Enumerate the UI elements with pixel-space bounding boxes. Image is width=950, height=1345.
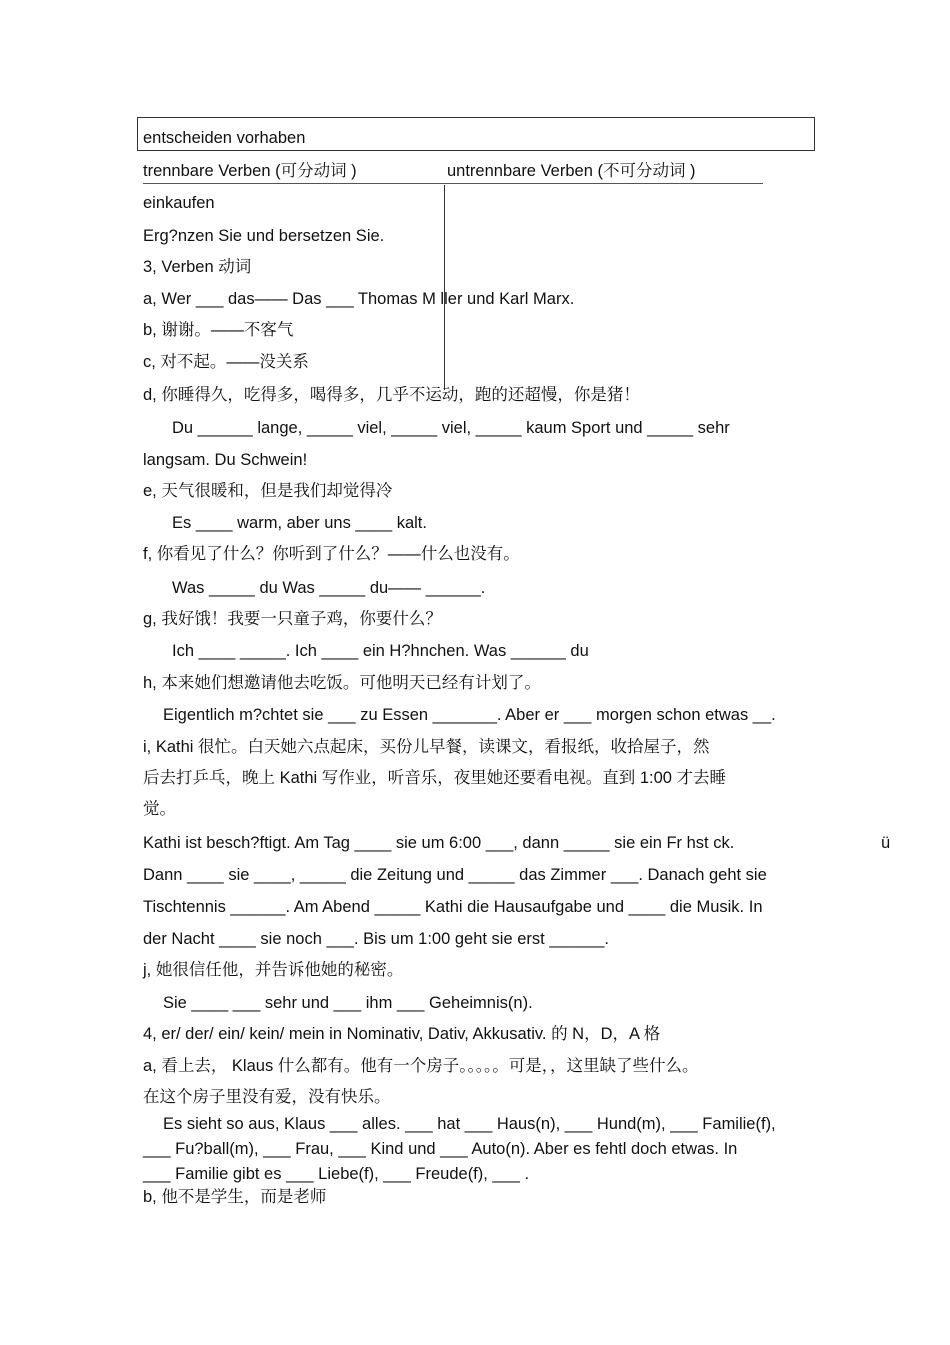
exercise-g-prompt: g, 我好饿！我要一只童子鸡，你要什么？ xyxy=(143,610,442,628)
exercise-i-answer-2: Dann ____ sie ____, _____ die Zeitung und _____ das Zimmer ___. Danach geht sie xyxy=(143,866,767,884)
exercise-instruction: Erg?nzen Sie und bersetzen Sie. xyxy=(143,227,385,245)
exercise-e-prompt: e, 天气很暖和，但是我们却觉得冷 xyxy=(143,482,393,500)
exercise-i-prompt-end: 觉。 xyxy=(143,800,176,818)
exercise-a: a, Wer ___ das—— Das ___ Thomas M ller und Karl Marx. xyxy=(143,290,575,308)
exercise-4a-prompt-cont: 在这个房子里没有爱，没有快乐。 xyxy=(143,1088,391,1106)
exercise-e-answer: Es ____ warm, aber uns ____ kalt. xyxy=(172,514,427,532)
section-heading-verbs: 3, Verben 动词 xyxy=(143,258,252,276)
table-row-einkaufen: einkaufen xyxy=(143,194,215,212)
exercise-j-prompt: j, 她很信任他，并告诉他她的秘密。 xyxy=(143,961,404,979)
exercise-i-prompt: i, Kathi 很忙。白天她六点起床，买份儿早餐，读课文，看报纸，收拾屋子，然 xyxy=(143,738,710,756)
exercise-4a-answer-3: ___ Familie gibt es ___ Liebe(f), ___ Freude(f), ___ . xyxy=(143,1165,530,1183)
exercise-4b-prompt: b, 他不是学生，而是老师 xyxy=(143,1188,327,1206)
table-col-inseparable: untrennbare Verben (不可分动词 ) xyxy=(447,162,696,180)
table-column-divider xyxy=(444,185,445,390)
exercise-d-answer: Du ______ lange, _____ viel, _____ viel, _____ kaum Sport und _____ sehr xyxy=(172,419,730,437)
exercise-c: c, 对不起。——没关系 xyxy=(143,353,309,371)
exercise-b: b, 谢谢。——不客气 xyxy=(143,321,294,339)
section-heading-articles: 4, er/ der/ ein/ kein/ mein in Nominativ, Dativ, Akkusativ. 的 N，D，A 格 xyxy=(143,1025,661,1043)
exercise-h-answer: Eigentlich m?chtet sie ___ zu Essen _______. Aber er ___ morgen schon etwas __. xyxy=(163,706,776,724)
exercise-i-prompt-cont: 后去打乒乓，晚上 Kathi 写作业，听音乐，夜里她还要看电视。直到 1:00 才去睡 xyxy=(143,769,727,787)
table-row-verbs: entscheiden vorhaben xyxy=(143,129,306,147)
stray-umlaut: ü xyxy=(881,834,891,852)
exercise-4a-answer-2: ___ Fu?ball(m), ___ Frau, ___ Kind und ___ Auto(n). Aber es fehtl doch etwas. In xyxy=(143,1140,738,1158)
exercise-g-answer: Ich ____ _____. Ich ____ ein H?hnchen. Was ______ du xyxy=(172,642,589,660)
exercise-f-answer: Was _____ du Was _____ du—— ______. xyxy=(172,579,486,597)
exercise-i-answer-4: der Nacht ____ sie noch ___. Bis um 1:00 geht sie erst ______. xyxy=(143,930,609,948)
exercise-d-answer-cont: langsam. Du Schwein! xyxy=(143,451,308,469)
exercise-f-prompt: f, 你看见了什么？你听到了什么？——什么也没有。 xyxy=(143,545,520,563)
exercise-j-answer: Sie ____ ___ sehr und ___ ihm ___ Geheimnis(n). xyxy=(163,994,533,1012)
exercise-h-prompt: h, 本来她们想邀请他去吃饭。可他明天已经有计划了。 xyxy=(143,674,541,692)
exercise-i-answer-3: Tischtennis ______. Am Abend _____ Kathi die Hausaufgabe und ____ die Musik. In xyxy=(143,898,763,916)
exercise-i-answer-1: Kathi ist besch?ftigt. Am Tag ____ sie um 6:00 ___, dann _____ sie ein Fr hst ck. xyxy=(143,834,735,852)
exercise-4a-answer-1: Es sieht so aus, Klaus ___ alles. ___ hat ___ Haus(n), ___ Hund(m), ___ Familie(f), xyxy=(163,1115,776,1133)
exercise-4a-prompt: a, 看上去， Klaus 什么都有。他有一个房子。。。。。可是，，这里缺了些什么。 xyxy=(143,1057,699,1075)
exercise-d-prompt: d, 你睡得久，吃得多，喝得多，几乎不运动，跑的还超慢，你是猪！ xyxy=(143,386,640,404)
table-column-underline xyxy=(143,183,763,184)
table-col-separable: trennbare Verben (可分动词 ) xyxy=(143,162,357,180)
